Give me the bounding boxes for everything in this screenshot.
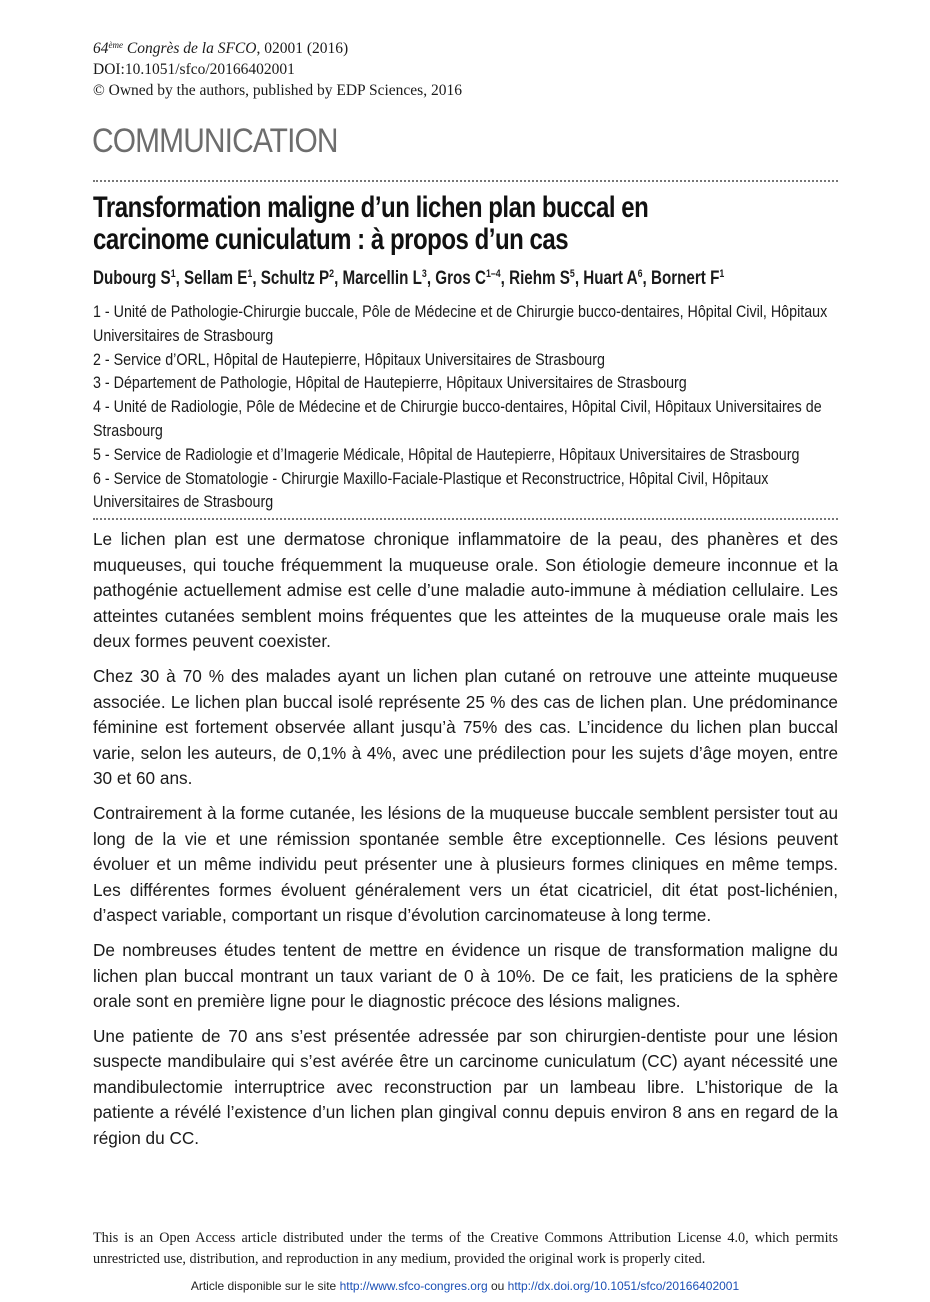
affiliation: 2 - Service d’ORL, Hôpital de Hautepierre, Hôpitaux Universitaires de Strasbourg (93, 349, 605, 369)
author-name: Gros C (435, 268, 486, 289)
author-separator: , (642, 268, 651, 289)
author-separator: , (252, 268, 261, 289)
article-title (93, 192, 733, 256)
venue-ordinal: ème (108, 40, 123, 50)
author-name: Sellam E (184, 268, 248, 289)
footer-prefix: Article disponible sur le site (190, 1279, 340, 1293)
author (651, 268, 724, 289)
author-separator: , (175, 268, 185, 289)
author (583, 268, 642, 289)
doi-link[interactable]: http://dx.doi.org/10.1051/sfco/20166402001 (507, 1279, 740, 1293)
author-separator: , (500, 268, 510, 289)
affiliation: 4 - Unité de Radiologie, Pôle de Médecine et de Chirurgie bucco-dentaires, Hôpital Civil, Hôpitaux Universitaires de Strasbourg (93, 397, 822, 440)
author (184, 268, 252, 289)
abstract-body (93, 527, 838, 1161)
author-affiliation-ref: 5 (569, 268, 575, 280)
author-name: Bornert F (650, 268, 720, 289)
affiliation-list (93, 300, 841, 514)
body-paragraph: Le lichen plan est une dermatose chronique inflammatoire de la peau, des phanères et des muqueuses, qui touche fréquemment la muqueuse orale. Son étiologie demeure inconnue et la pathogénie actuellement admise est celle d’une maladie auto-immune à médiation cellulaire. Les atteintes cutanées semblent moins fréquentes que les atteintes de la muqueuse orale mais les deux formes peuvent coexister. (93, 529, 838, 652)
author-name: Schultz P (260, 268, 330, 289)
author (261, 268, 334, 289)
author-name: Dubourg S (93, 268, 171, 289)
author-separator: , (334, 268, 343, 289)
affiliation: 5 - Service de Radiologie et d’Imagerie Médicale, Hôpital de Hautepierre, Hôpitaux Universitaires de Strasbourg (93, 444, 800, 464)
title-line: Transformation maligne d’un lichen plan buccal en (93, 191, 649, 224)
author-affiliation-ref: 3 (421, 268, 427, 280)
body-paragraph: Contrairement à la forme cutanée, les lésions de la muqueuse buccale semblent persister tout au long de la vie et une rémission spontanée semble être exceptionnelle. Ces lésions peuvent évoluer et un même individu peut présenter une à plusieurs formes cliniques en même temps. Les différentes formes évoluent généralement vers un état cicatriciel, dit état post-lichénien, d’aspect variable, comportant un risque d’évolution carcinomateuse à long terme. (93, 802, 838, 926)
author-affiliation-ref: 2 (329, 268, 335, 280)
venue-line (93, 38, 462, 59)
middle-dotted-divider (93, 518, 838, 520)
author-list (93, 268, 813, 290)
author-affiliation-ref: 1 (170, 268, 176, 280)
author-affiliation-ref: 1 (247, 268, 253, 280)
author-separator: , (574, 268, 584, 289)
copyright-line: © Owned by the authors, published by EDP Sciences, 2016 (93, 82, 462, 99)
author (93, 268, 176, 289)
affiliation: 3 - Département de Pathologie, Hôpital de Hautepierre, Hôpitaux Universitaires de Strasbourg (93, 373, 687, 393)
sfco-link[interactable]: http://www.sfco-congres.org (339, 1279, 488, 1293)
body-paragraph: De nombreuses études tentent de mettre en évidence un risque de transformation maligne du lichen plan buccal montrant un taux variant de 0 à 10%. De ce fait, les praticiens de la sphère orale sont en première ligne pour le diagnostic précoce des lésions malignes. (93, 939, 838, 1012)
footer-middle: ou (487, 1279, 508, 1293)
affiliation: 1 - Unité de Pathologie-Chirurgie buccale, Pôle de Médecine et de Chirurgie bucco-dentaires, Hôpital Civil, Hôpitaux Universitaires de Strasbourg (93, 302, 828, 345)
section-label: COMMUNICATION (92, 122, 338, 160)
author-name: Marcellin L (342, 268, 422, 289)
venue-ref: , 02001 (2016) (256, 40, 349, 57)
running-header (93, 38, 462, 101)
availability-footer (0, 1279, 930, 1293)
author-separator: , (426, 268, 436, 289)
affiliation: 6 - Service de Stomatologie - Chirurgie Maxillo-Faciale-Plastique et Reconstructrice, Hôpital Civil, Hôpitaux Universitaires de Strasbourg (93, 468, 769, 512)
author-affiliation-ref: 6 (637, 268, 643, 280)
body-paragraph: Chez 30 à 70 % des malades ayant un lichen plan cutané on retrouve une atteinte muqueuse associée. Le lichen plan buccal isolé représente 25 % des cas de lichen plan. Une prédominance féminine est fortement observée allant jusqu’à 75% des cas. L’incidence du lichen plan buccal varie, selon les auteurs, de 0,1% à 4%, avec une prédilection pour les sujets d’âge moyen, entre 30 et 60 ans. (93, 665, 838, 789)
top-dotted-divider (93, 180, 838, 182)
author-name: Huart A (583, 268, 638, 289)
venue-number: 64 (93, 40, 109, 57)
author (435, 268, 500, 289)
author-affiliation-ref: 1 (719, 268, 725, 280)
venue-name: Congrès de la SFCO (123, 40, 257, 57)
author-affiliation-ref: 1–4 (485, 268, 501, 280)
license-notice: This is an Open Access article distributed under the terms of the Creative Commons Attribution License 4.0, which permits unrestricted use, distribution, and reproduction in any medium, provided the original work is properly cited. (93, 1230, 838, 1267)
author-name: Riehm S (509, 268, 570, 289)
body-paragraph: Une patiente de 70 ans s’est présentée adressée par son chirurgien-dentiste pour une lésion suspecte mandibulaire qui s’est avérée être un carcinome cuniculatum (CC) ayant nécessité une mandibulectomie interruptrice avec reconstruction par un lambeau libre. L’historique de la patiente a révélé l’existence d’un lichen plan gingival connu depuis environ 8 ans en regard de la région du CC. (93, 1025, 838, 1149)
doi-line: DOI:10.1051/sfco/20166402001 (93, 61, 295, 78)
author (343, 268, 427, 289)
title-line: carcinome cuniculatum : à propos d’un cas (93, 223, 569, 256)
author (509, 268, 575, 289)
